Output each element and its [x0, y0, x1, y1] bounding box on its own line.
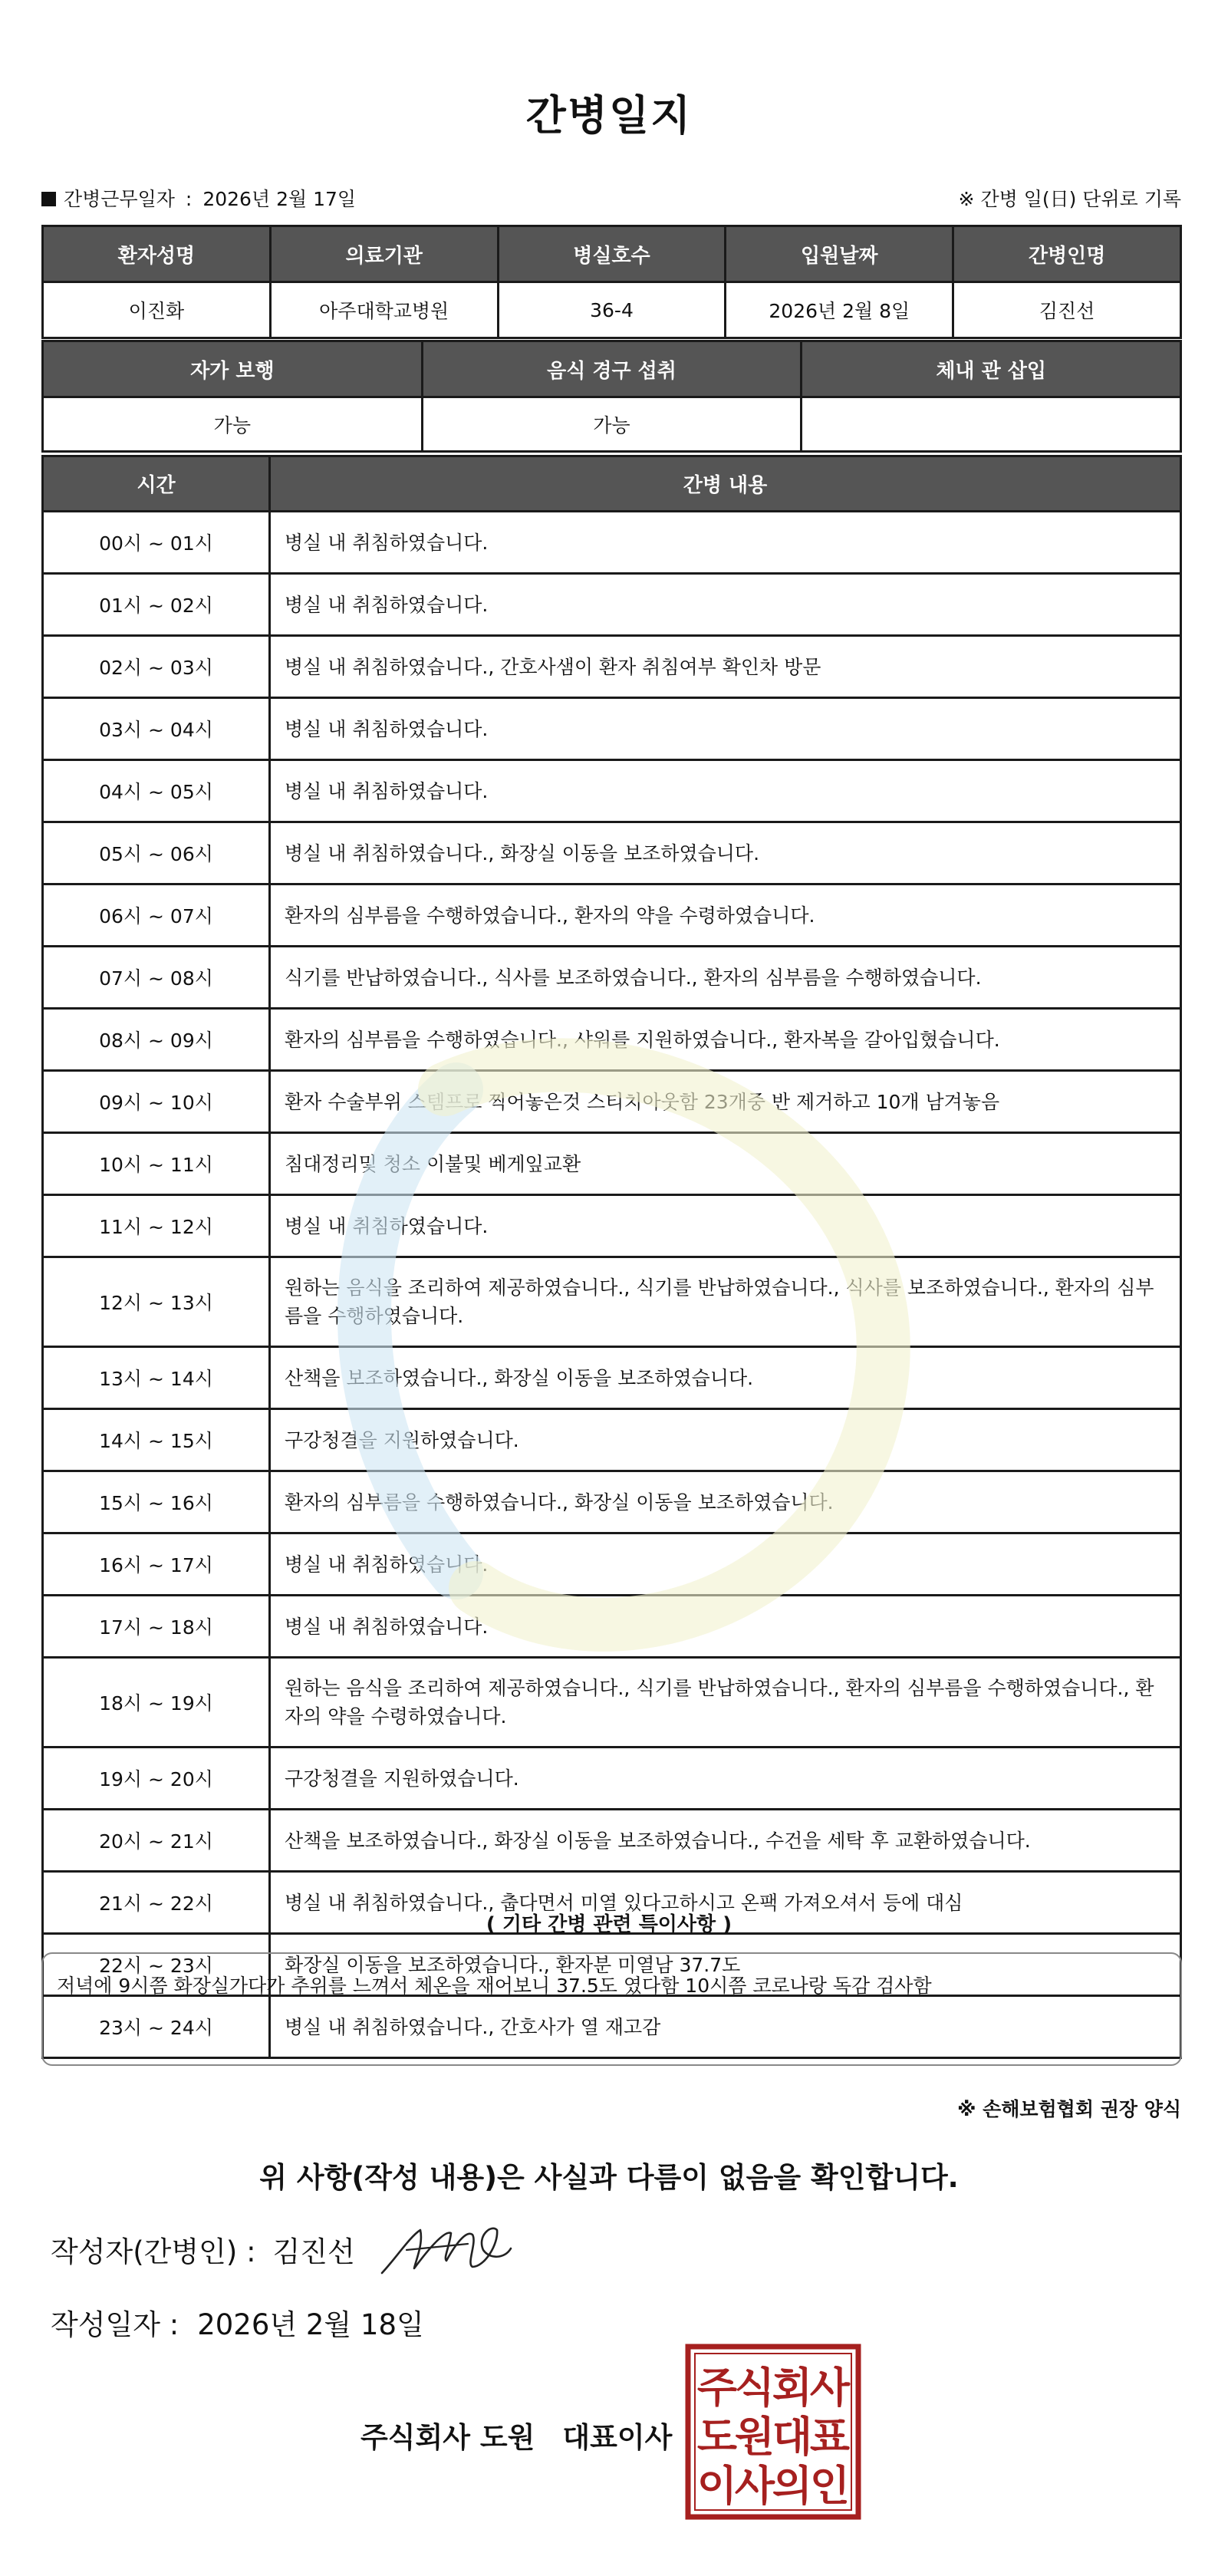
- company-seal-stamp: [685, 2344, 861, 2520]
- log-time: 12시 ~ 13시: [43, 1257, 270, 1347]
- header-caregiver-name: 간병인명: [953, 226, 1181, 282]
- log-time: 03시 ~ 04시: [43, 698, 270, 760]
- log-time: 00시 ~ 01시: [43, 512, 270, 574]
- log-content: 병실 내 취침하였습니다., 간호사샘이 환자 취침여부 확인차 방문: [270, 636, 1181, 698]
- writer-line: [51, 2228, 355, 2270]
- table-row: [43, 760, 1181, 822]
- header-oral-intake: 음식 경구 섭취: [422, 341, 802, 397]
- header-self-walking: 자가 보행: [43, 341, 423, 397]
- log-content: 병실 내 취침하였습니다., 간호사가 열 재고감: [270, 1996, 1181, 2058]
- table-row: [43, 1409, 1181, 1471]
- log-time: 21시 ~ 22시: [43, 1872, 270, 1934]
- log-time: 22시 ~ 23시: [43, 1934, 270, 1996]
- work-date-label: 간병근무일자: [64, 188, 175, 210]
- svg-text:주: 주: [696, 2363, 738, 2412]
- patient-info-table: [41, 225, 1182, 339]
- log-time: 15시 ~ 16시: [43, 1471, 270, 1533]
- log-content: 구강청결을 지원하였습니다.: [270, 1748, 1181, 1810]
- unit-note: ※ 간병 일(日) 단위로 기록: [958, 188, 1181, 210]
- log-content: 병실 내 취침하였습니다.: [270, 1596, 1181, 1658]
- svg-text:이: 이: [696, 2461, 738, 2510]
- log-content: 환자의 심부름을 수행하였습니다., 화장실 이동을 보조하였습니다.: [270, 1471, 1181, 1533]
- log-content: 환자 수술부위 스템프로 찍어놓은것 스티치아웃함 23개중 반 제거하고 10개 남겨놓음: [270, 1071, 1181, 1133]
- log-content: 병실 내 취침하였습니다.: [270, 1195, 1181, 1257]
- svg-text:표: 표: [809, 2412, 851, 2461]
- table-row: [43, 822, 1181, 884]
- table-row: [43, 1257, 1181, 1347]
- table-row: [43, 574, 1181, 636]
- company-name: 주식회사 도원: [360, 2421, 535, 2454]
- log-content: 산책을 보조하였습니다., 화장실 이동을 보조하였습니다., 수건을 세탁 후 교환하였습니다.: [270, 1810, 1181, 1872]
- patient-info-value-row: [43, 282, 1181, 338]
- log-content: 원하는 음식을 조리하여 제공하였습니다., 식기를 반납하였습니다., 환자의 심부름을 수행하였습니다., 환자의 약을 수령하였습니다.: [270, 1658, 1181, 1748]
- log-time: 19시 ~ 20시: [43, 1748, 270, 1810]
- log-time: 20시 ~ 21시: [43, 1810, 270, 1872]
- header-time: 시간: [43, 456, 270, 512]
- log-content: 병실 내 취침하였습니다., 화장실 이동을 보조하였습니다.: [270, 822, 1181, 884]
- hospital-name: 아주대학교병원: [270, 282, 498, 338]
- table-row: [43, 512, 1181, 574]
- log-content: 병실 내 취침하였습니다., 춥다면서 미열 있다고하시고 온팩 가져오셔서 등에 대심: [270, 1872, 1181, 1934]
- log-time: 05시 ~ 06시: [43, 822, 270, 884]
- room-number: 36-4: [498, 282, 726, 338]
- table-row: [43, 1009, 1181, 1071]
- log-content: 침대정리및 청소 이불및 베게잎교환: [270, 1133, 1181, 1195]
- svg-text:도: 도: [696, 2412, 738, 2461]
- table-row: [43, 698, 1181, 760]
- table-row: [43, 636, 1181, 698]
- log-content: 구강청결을 지원하였습니다.: [270, 1409, 1181, 1471]
- svg-text:사: 사: [734, 2461, 775, 2510]
- log-time: 18시 ~ 19시: [43, 1658, 270, 1748]
- log-content: 화장실 이동을 보조하였습니다., 환자분 미열남 37.7도: [270, 1934, 1181, 1996]
- log-time: 09시 ~ 10시: [43, 1071, 270, 1133]
- written-date-line: [51, 2301, 424, 2343]
- recommended-form-note: ※ 손해보험협회 권장 양식: [957, 2098, 1181, 2120]
- admission-date: 2026년 2월 8일: [726, 282, 953, 338]
- work-date-separator: :: [185, 188, 193, 210]
- oral-intake-value: 가능: [422, 397, 802, 452]
- log-content: 산책을 보조하였습니다., 화장실 이동을 보조하였습니다.: [270, 1347, 1181, 1409]
- work-date-value: 2026년 2월 17일: [202, 188, 357, 210]
- svg-text:원: 원: [734, 2412, 775, 2461]
- table-row: [43, 1810, 1181, 1872]
- log-content: 환자의 심부름을 수행하였습니다., 샤워를 지원하였습니다., 환자복을 갈아입혔습니다.: [270, 1009, 1181, 1071]
- company-line: [360, 2414, 672, 2456]
- table-row: [43, 884, 1181, 947]
- header-patient-name: 환자성명: [43, 226, 271, 282]
- log-content: 병실 내 취침하였습니다.: [270, 574, 1181, 636]
- log-time: 01시 ~ 02시: [43, 574, 270, 636]
- table-row: [43, 1347, 1181, 1409]
- square-bullet-icon: [41, 192, 56, 206]
- log-content: 병실 내 취침하였습니다.: [270, 698, 1181, 760]
- remarks-text: 저녁에 9시쯤 화장실가다가 추위를 느껴서 체온을 재어보니 37.5도 였다함 10시쯤 코로나랑 독감 검사함: [57, 1975, 932, 1997]
- writer-label: 작성자(간병인) :: [51, 2235, 256, 2268]
- header-hospital: 의료기관: [270, 226, 498, 282]
- document-title: 간병일지: [525, 91, 693, 140]
- remarks-box: [41, 1952, 1182, 2066]
- patient-status-table: [41, 340, 1182, 453]
- writer-name: 김진선: [272, 2235, 355, 2268]
- log-time: 06시 ~ 07시: [43, 884, 270, 947]
- signature: [376, 2213, 522, 2282]
- caregiver-name: 김진선: [953, 282, 1181, 338]
- log-content: 병실 내 취침하였습니다.: [270, 760, 1181, 822]
- table-row: [43, 1471, 1181, 1533]
- table-row: [43, 1195, 1181, 1257]
- log-time: 16시 ~ 17시: [43, 1533, 270, 1596]
- log-time: 08시 ~ 09시: [43, 1009, 270, 1071]
- tube-insertion-value: [802, 397, 1181, 452]
- table-row: [43, 1071, 1181, 1133]
- svg-text:식: 식: [734, 2363, 775, 2412]
- header-room-number: 병실호수: [498, 226, 726, 282]
- log-content: 병실 내 취침하였습니다.: [270, 1533, 1181, 1596]
- log-time: 17시 ~ 18시: [43, 1596, 270, 1658]
- care-log-header-row: [43, 456, 1181, 512]
- svg-text:사: 사: [809, 2363, 851, 2412]
- log-time: 11시 ~ 12시: [43, 1195, 270, 1257]
- patient-status-header-row: [43, 341, 1181, 397]
- table-row: [43, 947, 1181, 1009]
- table-row: [43, 1133, 1181, 1195]
- log-content: 원하는 음식을 조리하여 제공하였습니다., 식기를 반납하였습니다., 식사를 보조하였습니다., 환자의 심부름을 수행하였습니다.: [270, 1257, 1181, 1347]
- log-time: 23시 ~ 24시: [43, 1996, 270, 2058]
- svg-text:인: 인: [809, 2461, 851, 2510]
- log-time: 04시 ~ 05시: [43, 760, 270, 822]
- log-time: 13시 ~ 14시: [43, 1347, 270, 1409]
- header-admission-date: 입원날짜: [726, 226, 953, 282]
- confirmation-statement: 위 사항(작성 내용)은 사실과 다름이 없음을 확인합니다.: [259, 2161, 959, 2194]
- log-time: 02시 ~ 03시: [43, 636, 270, 698]
- patient-name: 이진화: [43, 282, 271, 338]
- care-log-table: [41, 455, 1182, 2059]
- written-date-label: 작성일자 :: [51, 2308, 179, 2341]
- work-date-line: [41, 184, 356, 212]
- table-row: [43, 1658, 1181, 1748]
- written-date-value: 2026년 2월 18일: [197, 2308, 424, 2341]
- svg-text:의: 의: [772, 2461, 813, 2510]
- log-time: 10시 ~ 11시: [43, 1133, 270, 1195]
- self-walking-value: 가능: [43, 397, 423, 452]
- table-row: [43, 1596, 1181, 1658]
- header-care-content: 간병 내용: [270, 456, 1181, 512]
- log-content: 환자의 심부름을 수행하였습니다., 환자의 약을 수령하였습니다.: [270, 884, 1181, 947]
- table-row: [43, 1748, 1181, 1810]
- log-time: 14시 ~ 15시: [43, 1409, 270, 1471]
- patient-status-value-row: [43, 397, 1181, 452]
- svg-text:대: 대: [772, 2412, 813, 2461]
- table-row: [43, 1533, 1181, 1596]
- log-time: 07시 ~ 08시: [43, 947, 270, 1009]
- svg-text:회: 회: [772, 2363, 813, 2412]
- log-content: 병실 내 취침하였습니다.: [270, 512, 1181, 574]
- log-content: 식기를 반납하였습니다., 식사를 보조하였습니다., 환자의 심부름을 수행하였습니다.: [270, 947, 1181, 1009]
- header-tube-insertion: 체내 관 삽입: [802, 341, 1181, 397]
- ceo-title: 대표이사: [562, 2421, 673, 2454]
- patient-info-header-row: [43, 226, 1181, 282]
- remarks-title: ( 기타 간병 관련 특이사항 ): [486, 1913, 732, 1936]
